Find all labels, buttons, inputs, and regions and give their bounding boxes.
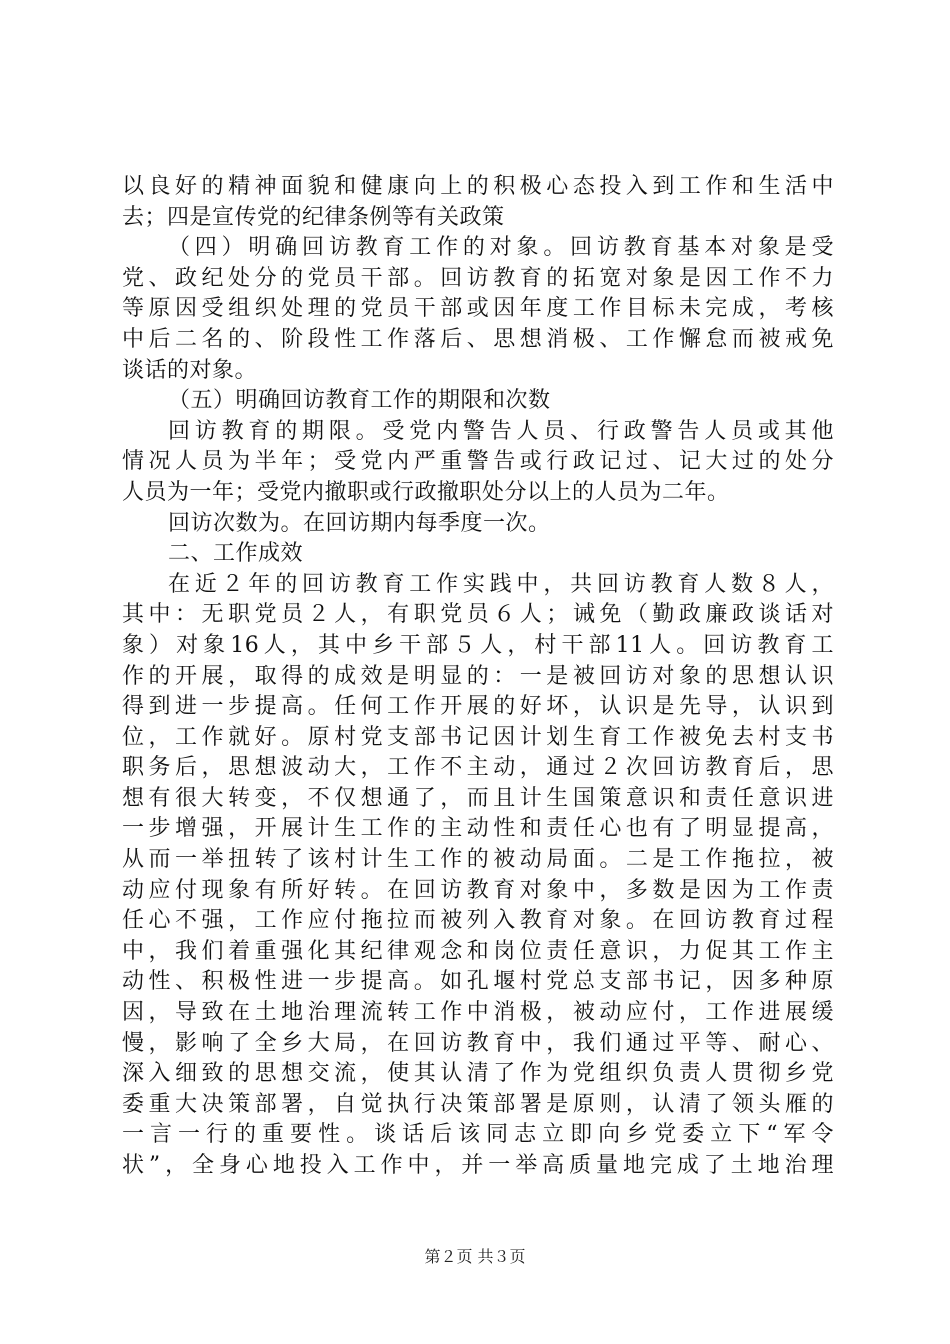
- text-line: 位，工作就好。原村党支部书记因计划生育工作被免去村支书: [122, 724, 834, 750]
- text-line: （四）明确回访教育工作的对象。回访教育基本对象是受: [168, 235, 834, 261]
- text-line: 得到进一步提高。任何工作开展的好坏，认识是先导，认识到: [122, 694, 834, 720]
- text-line: 在近２年的回访教育工作实践中，共回访教育人数８人，: [168, 571, 834, 597]
- text-line: 等原因受组织处理的党员干部或因年度工作目标未完成，考核: [122, 296, 834, 322]
- text-line: 情况人员为半年；受党内严重警告或行政记过、记大过的处分: [122, 449, 834, 475]
- text-line: 从而一举扭转了该村计生工作的被动局面。二是工作拖拉，被: [122, 847, 834, 873]
- text-line: 中，我们着重强化其纪律观念和岗位责任意识，力促其工作主: [122, 938, 834, 964]
- text-line: 想有很大转变，不仅想通了，而且计生国策意识和责任意识进: [122, 785, 834, 811]
- text-line: 动性、积极性进一步提高。如孔堰村党总支部书记，因多种原: [122, 969, 834, 995]
- text-line: 党、政纪处分的党员干部。回访教育的拓宽对象是因工作不力: [122, 265, 834, 291]
- text-line: 委重大决策部署，自觉执行决策部署是原则，认清了领头雁的: [122, 1091, 834, 1117]
- text-line: 回访次数为。在回访期内每季度一次。: [168, 510, 551, 536]
- text-line: 任心不强，工作应付拖拉而被列入教育对象。在回访教育过程: [122, 908, 834, 934]
- text-line: 深入细致的思想交流，使其认清了作为党组织负责人贯彻乡党: [122, 1061, 834, 1087]
- document-body: [122, 172, 834, 1182]
- text-line: （五）明确回访教育工作的期限和次数: [168, 388, 551, 414]
- text-line: 谈话的对象。: [122, 357, 258, 383]
- text-line: 慢，影响了全乡大局，在回访教育中，我们通过平等、耐心、: [122, 1030, 834, 1056]
- text-line: 象）对象16人，其中乡干部５人，村干部11人。回访教育工: [122, 632, 834, 658]
- text-line: 职务后，思想波动大，工作不主动，通过２次回访教育后，思: [122, 755, 834, 781]
- text-line: 回访教育的期限。受党内警告人员、行政警告人员或其他: [168, 418, 834, 444]
- text-line: 动应付现象有所好转。在回访教育对象中，多数是因为工作责: [122, 877, 834, 903]
- text-line: 一言一行的重要性。谈话后该同志立即向乡党委立下“军令: [122, 1122, 834, 1148]
- page-footer: 第２页 共３页: [424, 1247, 526, 1266]
- text-line: 二、工作成效: [168, 541, 304, 567]
- text-line: 中后二名的、阶段性工作落后、思想消极、工作懈怠而被戒免: [122, 326, 834, 352]
- text-line: 状”，全身心地投入工作中，并一举高质量地完成了土地治理: [122, 1153, 834, 1178]
- text-line: 去；四是宣传党的纪律条例等有关政策: [122, 204, 505, 230]
- text-line: 作的开展，取得的成效是明显的：一是被回访对象的思想认识: [122, 663, 834, 689]
- text-line: 其中：无职党员２人，有职党员６人；诫免（勤政廉政谈话对: [122, 602, 834, 628]
- text-line: 以良好的精神面貌和健康向上的积极心态投入到工作和生活中: [122, 174, 834, 199]
- text-line: 因，导致在土地治理流转工作中消极，被动应付，工作进展缓: [122, 1000, 834, 1026]
- text-line: 人员为一年；受党内撤职或行政撤职处分以上的人员为二年。: [122, 479, 730, 505]
- text-line: 一步增强，开展计生工作的主动性和责任心也有了明显提高，: [122, 816, 834, 842]
